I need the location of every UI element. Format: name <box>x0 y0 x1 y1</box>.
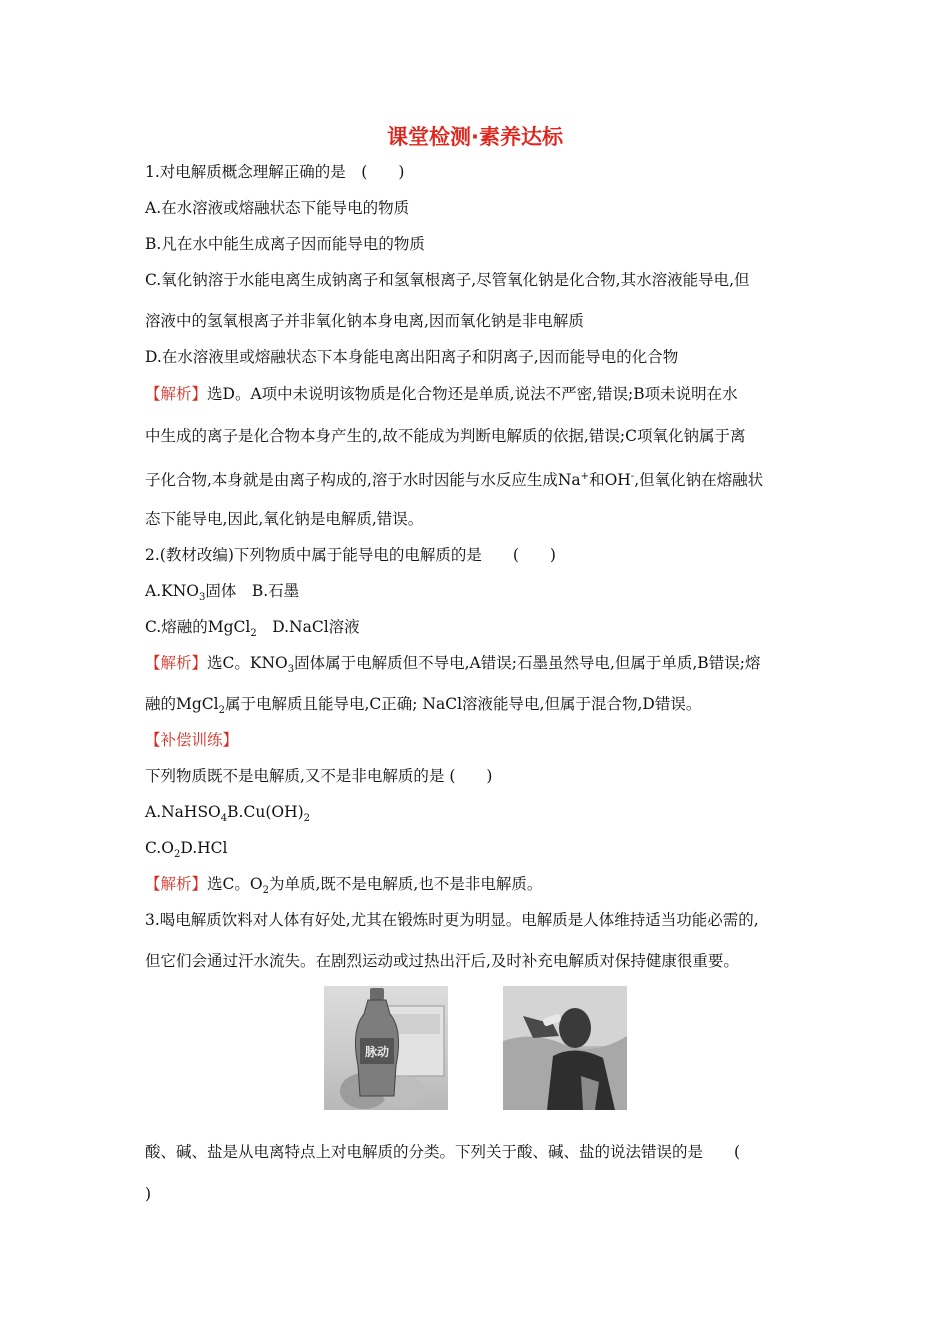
bottle-brand-text: 脉动 <box>364 1045 390 1059</box>
sports-drink-image <box>324 986 448 1110</box>
q2-analysis-line2: 融的MgCl$_2$属于电解质且能导电,C正确; NaCl溶液能导电,但属于混合物,D错误。 <box>145 695 702 717</box>
q3-line4: ) <box>145 1185 152 1203</box>
q1-option-a: A.在水溶液或熔融状态下能导电的物质 <box>145 199 410 217</box>
q1-option-c-line2: 溶液中的氢氧根离子并非氧化钠本身电离,因而氧化钠是非电解质 <box>145 312 584 330</box>
q2-options-cd: C.熔融的MgCl$_2$ D.NaCl溶液 <box>145 618 360 640</box>
athlete-drinking-image <box>503 986 627 1110</box>
q3-line3: 酸、碱、盐是从电离特点上对电解质的分类。下列关于酸、碱、盐的说法错误的是 ( <box>145 1143 741 1161</box>
q3-line2: 但它们会通过汗水流失。在剧烈运动或过热出汗后,及时补充电解质对保持健康很重要。 <box>145 952 739 970</box>
supp-options-ab: $A.NaHSO_4B.Cu(OH)_2$ <box>145 803 311 825</box>
supp-stem: 下列物质既不是电解质,又不是非电解质的是 ( ) <box>145 767 493 785</box>
page-title: 课堂检测·素养达标 <box>387 125 563 149</box>
q1-analysis-line2: 中生成的离子是化合物本身产生的,故不能成为判断电解质的依据,错误;C项氧化钠属于离 <box>145 427 746 445</box>
analysis-tag: 【解析】 <box>145 654 208 672</box>
q1-analysis-line1: 【解析】选D。A项中未说明该物质是化合物还是单质,说法不严密,错误;B项未说明在水 <box>145 385 738 403</box>
q1-stem: 1.对电解质概念理解正确的是 ( ) <box>145 163 405 181</box>
q2-analysis-line1: 【解析】选C。$KNO_3$固体属于电解质但不导电,A错误;石墨虽然导电,但属于单质,B错误;熔 <box>145 654 761 676</box>
q1-analysis-line3: 子化合物,本身就是由离子构成的,溶于水时因能与水反应生成Na+和OH-,但氧化钠在熔融状 <box>145 471 764 490</box>
q1-option-b: B.凡在水中能生成离子因而能导电的物质 <box>145 235 425 253</box>
q3-line1: 3.喝电解质饮料对人体有好处,尤其在锻炼时更为明显。电解质是人体维持适当功能必需的, <box>145 911 759 929</box>
supp-options-cd: $C.O_2D.HCl$ <box>145 839 228 861</box>
q2-options-ab: $A.KNO_3$固体 B.石墨 <box>145 582 300 604</box>
supplementary-tag: 【补偿训练】 <box>145 731 239 749</box>
q1-option-d: D.在水溶液里或熔融状态下本身能电离出阳离子和阴离子,因而能导电的化合物 <box>145 348 679 366</box>
q1-option-c-line1: C.氧化钠溶于水能电离生成钠离子和氢氧根离子,尽管氧化钠是化合物,其水溶液能导电,但 <box>145 271 750 289</box>
supp-analysis: 【解析】选C。$O_2$为单质,既不是电解质,也不是非电解质。 <box>145 875 543 897</box>
analysis-tag: 【解析】 <box>145 385 208 403</box>
analysis-tag: 【解析】 <box>145 875 208 893</box>
q1-analysis-line4: 态下能导电,因此,氧化钠是电解质,错误。 <box>145 510 424 528</box>
q2-stem: 2.(教材改编)下列物质中属于能导电的电解质的是 ( ) <box>145 546 556 564</box>
